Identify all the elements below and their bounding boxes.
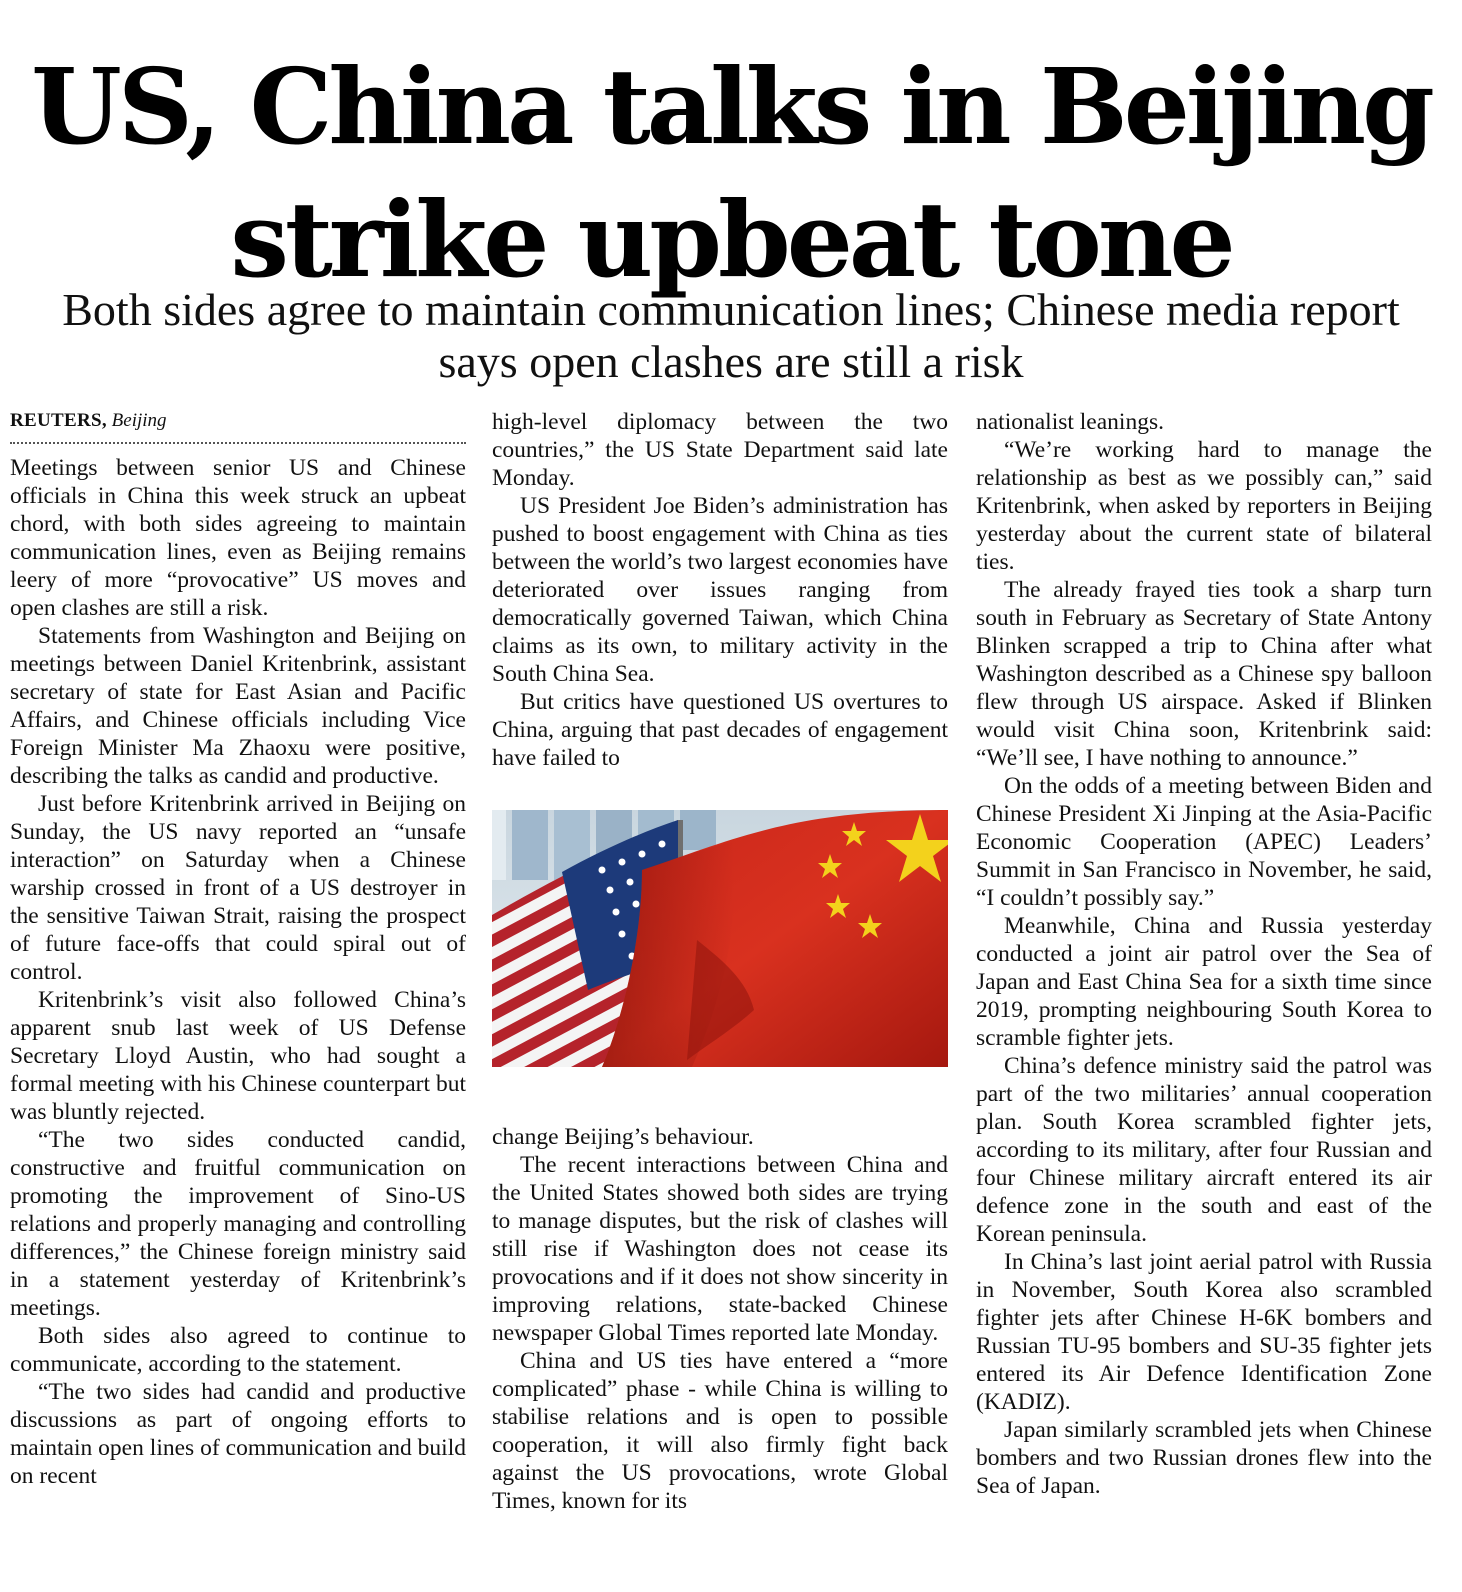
paragraph: China’s defence ministry said the patrol was part of the two militaries’ annual cooperation plan. South Korea scrambled fighter jets, according to its military, after four Russian and four Chinese military aircraft entered its air defence zone in the south and east of the Korean peninsula. [976, 1053, 1432, 1247]
article-column-1 [10, 408, 466, 1490]
paragraph: “The two sides had candid and productive discussions as part of ongoing efforts to maintain open lines of communication and build on recent [10, 1379, 466, 1489]
subheadline: Both sides agree to maintain communication lines; Chinese media report says open clashes are still a risk [62, 284, 1400, 387]
article-column-3 [976, 408, 1432, 1500]
byline [10, 408, 466, 444]
paragraph: The already frayed ties took a sharp turn south in February as Secretary of State Antony Blinken scrapped a trip to China after what Washington described as a Chinese spy balloon flew through US airspace. Asked if Blinken would visit China soon, Kritenbrink said: “We’ll see, I have nothing to announce.” [976, 577, 1432, 771]
paragraph: nationalist leanings. [976, 409, 1164, 435]
paragraph: change Beijing’s behaviour. [492, 1124, 754, 1150]
paragraph: high-level diplomacy between the two countries,” the US State Department said late Monday. [492, 409, 948, 491]
paragraph: “We’re working hard to manage the relationship as best as we possibly can,” said Kritenbrink, when asked by reporters in Beijing yesterday about the current state of bilateral ties. [976, 437, 1432, 575]
paragraph: Japan similarly scrambled jets when Chinese bombers and two Russian drones flew into the Sea of Japan. [976, 1417, 1432, 1499]
paragraph: In China’s last joint aerial patrol with Russia in November, South Korea also scrambled fighter jets after Chinese H-6K bombers and Russian TU-95 bombers and SU-35 fighter jets entered its Air Defence Identification Zone (KADIZ). [976, 1249, 1432, 1415]
paragraph: China and US ties have entered a “more complicated” phase - while China is willing to stabilise relations and is open to possible cooperation, it will also firmly fight back against the US provocations, wrote Global Times, known for its [492, 1348, 948, 1514]
article-column-2 [492, 408, 948, 1515]
headline [0, 40, 1462, 306]
headline-line-2: strike upbeat tone [230, 178, 1232, 301]
byline-place: Beijing [111, 410, 167, 431]
paragraph: On the odds of a meeting between Biden and Chinese President Xi Jinping at the Asia-Pacific Economic Cooperation (APEC) Leaders’ Summit in San Francisco in November, he said, “I couldn’t possibly say.” [976, 773, 1432, 911]
paragraph: Meanwhile, China and Russia yesterday conducted a joint air patrol over the Sea of Japan and East China Sea for a sixth time since 2019, prompting neighbouring South Korea to scramble fighter jets. [976, 913, 1432, 1051]
paragraph: Just before Kritenbrink arrived in Beijing on Sunday, the US navy reported an “unsafe interaction” on Saturday when a Chinese warship crossed in front of a US destroyer in the sensitive Taiwan Strait, raising the prospect of future face-offs that could spiral out of control. [10, 791, 466, 985]
headline-line-1: US, China talks in Beijing [31, 45, 1431, 168]
paragraph: But critics have questioned US overtures to China, arguing that past decades of engagement have failed to [492, 689, 948, 771]
paragraph: Statements from Washington and Beijing on meetings between Daniel Kritenbrink, assistant secretary of state for East Asian and Pacific Affairs, and Chinese officials including Vice Foreign Minister Ma Zhaoxu were positive, describing the talks as candid and productive. [10, 623, 466, 789]
paragraph: The recent interactions between China and the United States showed both sides are trying to manage disputes, but the risk of clashes will still rise if Washington does not cease its provocations and if it does not show sincerity in improving relations, state-backed Chinese newspaper Global Times reported late Monday. [492, 1152, 948, 1346]
flags-photo [492, 810, 948, 1067]
paragraph: Both sides also agreed to continue to communicate, according to the statement. [10, 1323, 466, 1377]
paragraph: US President Joe Biden’s administration has pushed to boost engagement with China as ties between the world’s two largest economies have deteriorated over issues ranging from democratically governed Taiwan, which China claims as its own, to military activity in the South China Sea. [492, 493, 948, 687]
paragraph: “The two sides conducted candid, constructive and fruitful communication on promoting the improvement of Sino-US relations and properly managing and controlling differences,” the Chinese foreign ministry said in a statement yesterday of Kritenbrink’s meetings. [10, 1127, 466, 1321]
byline-agency: REUTERS, [10, 410, 107, 431]
paragraph: Kritenbrink’s visit also followed China’s apparent snub last week of US Defense Secretary Lloyd Austin, who had sought a formal meeting with his Chinese counterpart but was bluntly rejected. [10, 987, 466, 1125]
paragraph: Meetings between senior US and Chinese officials in China this week struck an upbeat chord, with both sides agreeing to maintain communication lines, even as Beijing remains leery of more “provocative” US moves and open clashes are still a risk. [10, 455, 466, 621]
